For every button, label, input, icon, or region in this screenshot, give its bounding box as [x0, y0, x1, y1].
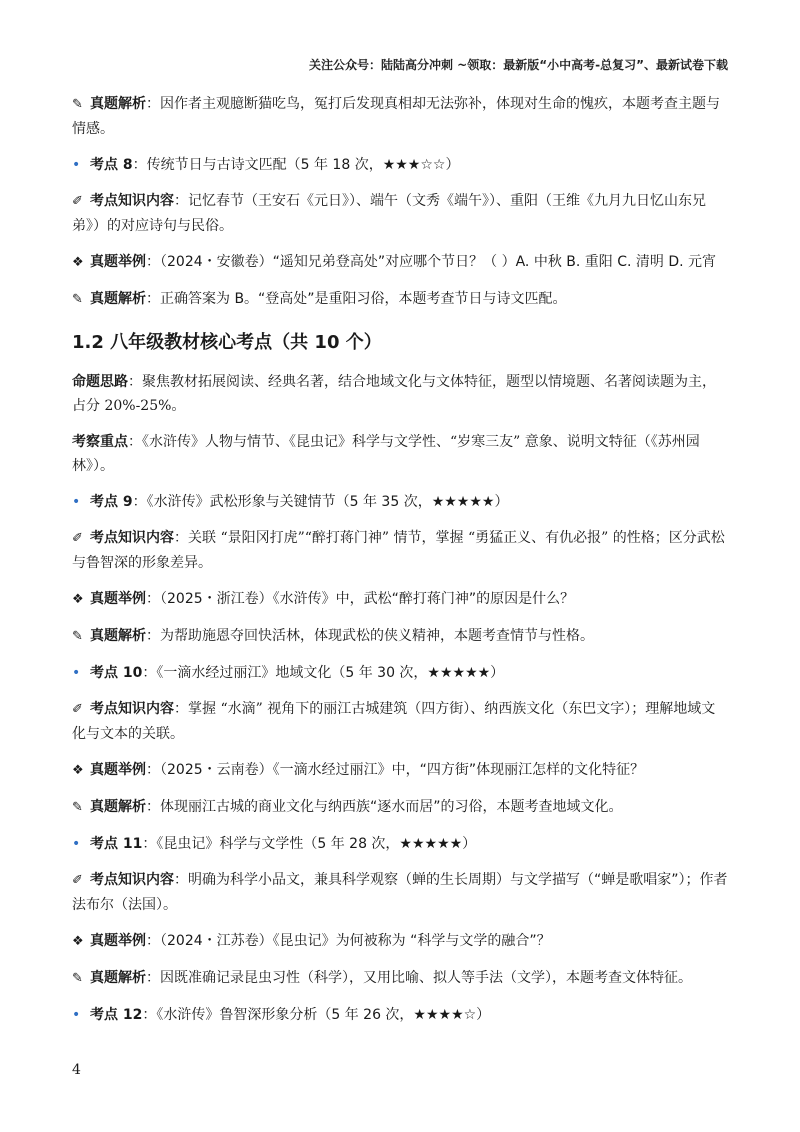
item-label: 真题举例	[90, 933, 146, 949]
item-label: 真题举例	[90, 254, 146, 270]
item-label: 考点 10	[90, 665, 143, 681]
pen-icon: ✐	[72, 194, 83, 209]
item-text: ：体现丽江古城的商业文化与纳西族“逐水而居”的习俗，本题考查地域文化。	[146, 799, 623, 815]
item-label: 真题解析	[90, 96, 146, 112]
pencil-icon: ✎	[72, 971, 83, 986]
item-label: 考点 9	[90, 494, 133, 510]
item-text: ：《一滴水经过丽江》地域文化（5 年 30 次，★★★★★）	[142, 665, 505, 681]
bullet-icon: •	[72, 836, 81, 852]
item-label: 真题举例	[90, 762, 146, 778]
item-text: ：明确为科学小品文，兼具科学观察（蝉的生长周期）与文学描写（“蝉是歌唱家”）；作者法布尔（法国）。	[72, 872, 728, 913]
plain-paragraph	[72, 370, 728, 418]
item-label: 考点知识内容	[90, 193, 174, 209]
item-label: 考点 12	[90, 1007, 143, 1023]
example-paragraph	[72, 250, 728, 275]
page-number: 4	[72, 1062, 81, 1078]
item-label: 考点 11	[90, 836, 143, 852]
item-text: ：《昆虫记》科学与文学性（5 年 28 次，★★★★★）	[142, 836, 477, 852]
content-paragraph	[72, 868, 728, 917]
item-label: 考点知识内容	[90, 701, 174, 717]
analysis-paragraph	[72, 966, 728, 991]
point-heading	[72, 1003, 728, 1027]
example-paragraph	[72, 929, 728, 954]
item-label: 真题解析	[90, 628, 146, 644]
point-heading	[72, 661, 728, 685]
item-text: ：（2024・江苏卷）《昆虫记》为何被称为 “科学与文学的融合”？	[146, 933, 551, 949]
bullet-icon: •	[72, 665, 81, 681]
content-paragraph	[72, 189, 728, 238]
item-text: ：因既准确记录昆虫习性（科学），又用比喻、拟人等手法（文学），本题考查文体特征。	[146, 970, 692, 986]
pen-icon: ✐	[72, 702, 83, 717]
analysis-paragraph	[72, 287, 728, 312]
analysis-paragraph	[72, 92, 728, 141]
item-label: 真题解析	[90, 799, 146, 815]
plain-paragraph	[72, 430, 728, 478]
item-text: ：因作者主观臆断猫吃鸟，冤打后发现真相却无法弥补，体现对生命的愧疚，本题考查主题与情感。	[72, 96, 720, 137]
analysis-paragraph	[72, 795, 728, 820]
pencil-icon: ✎	[72, 800, 83, 815]
item-label: 考察重点	[72, 434, 128, 450]
pencil-icon: ✎	[72, 292, 83, 307]
item-text: ：（2025・浙江卷）《水浒传》中，武松“醉打蒋门神”的原因是什么？	[146, 591, 575, 607]
diamond-icon: ❖	[72, 934, 84, 949]
point-heading	[72, 832, 728, 856]
analysis-paragraph	[72, 624, 728, 649]
item-text: ：关联 “景阳冈打虎”“醉打蒋门神” 情节，掌握 “勇猛正义、有仇必报” 的性格；区分武松与鲁智深的形象差异。	[72, 530, 725, 571]
bullet-icon: •	[72, 157, 81, 173]
bullet-icon: •	[72, 1007, 81, 1023]
diamond-icon: ❖	[72, 592, 84, 607]
point-heading	[72, 153, 728, 177]
item-label: 命题思路	[72, 374, 128, 390]
example-paragraph	[72, 587, 728, 612]
item-label: 考点知识内容	[90, 872, 174, 888]
item-text: ：传统节日与古诗文匹配（5 年 18 次，★★★☆☆）	[132, 157, 460, 173]
pen-icon: ✐	[72, 531, 83, 546]
content-paragraph	[72, 697, 728, 746]
item-label: 真题举例	[90, 591, 146, 607]
document-body	[72, 92, 728, 1039]
item-text: ：掌握 “水滴” 视角下的丽江古城建筑（四方街）、纳西族文化（东巴文字）；理解地域文化与文本的关联。	[72, 701, 716, 742]
item-text: ：聚焦教材拓展阅读、经典名著，结合地域文化与文体特征，题型以情境题、名著阅读题为主，占分 20%-25%。	[72, 374, 716, 414]
item-text: ：（2025・云南卷）《一滴水经过丽江》中，“四方街”体现丽江怎样的文化特征？	[146, 762, 645, 778]
diamond-icon: ❖	[72, 763, 84, 778]
item-text: ：记忆春节（王安石《元日》）、端午（文秀《端午》）、重阳（王维《九月九日忆山东兄弟》）的对应诗句与民俗。	[72, 193, 706, 234]
item-label: 真题解析	[90, 970, 146, 986]
item-text: ：《水浒传》武松形象与关键情节（5 年 35 次，★★★★★）	[132, 494, 509, 510]
item-text: ：为帮助施恩夺回快活林，体现武松的侠义精神，本题考查情节与性格。	[146, 628, 594, 644]
item-label: 考点知识内容	[90, 530, 174, 546]
item-label: 考点 8	[90, 157, 133, 173]
section-heading: 1.2 八年级教材核心考点（共 10 个）	[72, 332, 382, 353]
page-header: 关注公众号：陆陆高分冲刺 ~领取：最新版“小中高考-总复习”、最新试卷下载	[309, 58, 728, 72]
item-text: ：《水浒传》鲁智深形象分析（5 年 26 次，★★★★☆）	[142, 1007, 491, 1023]
content-paragraph	[72, 526, 728, 575]
pencil-icon: ✎	[72, 97, 83, 112]
bullet-icon: •	[72, 494, 81, 510]
example-paragraph	[72, 758, 728, 783]
pencil-icon: ✎	[72, 629, 83, 644]
item-text: ：正确答案为 B。“登高处”是重阳习俗，本题考查节日与诗文匹配。	[146, 291, 567, 307]
item-text: ：（2024・安徽卷）“遥知兄弟登高处”对应哪个节日？（ ）A. 中秋 B. 重阳 C. 清明 D. 元宵	[146, 254, 717, 270]
point-heading	[72, 490, 728, 514]
pen-icon: ✐	[72, 873, 83, 888]
item-label: 真题解析	[90, 291, 146, 307]
diamond-icon: ❖	[72, 255, 84, 270]
item-text: ：《水浒传》人物与情节、《昆虫记》科学与文学性、“岁寒三友” 意象、说明文特征（《苏州园林》）。	[72, 434, 700, 474]
